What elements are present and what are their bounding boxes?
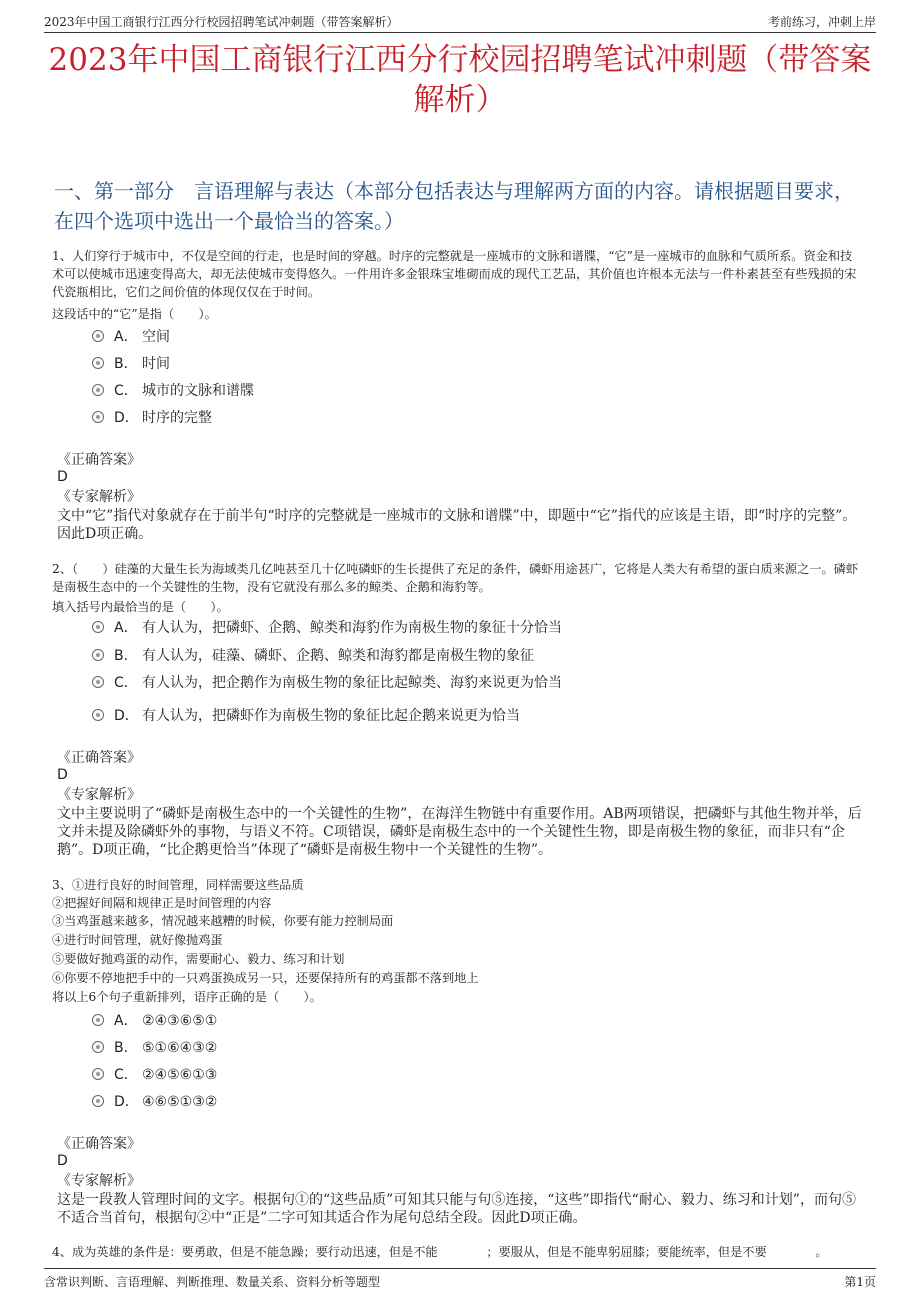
question-3-line-1: 3、①进行良好的时间管理，同样需要这些品质 <box>52 878 304 892</box>
radio-icon[interactable] <box>92 621 104 633</box>
radio-icon[interactable] <box>92 384 104 396</box>
radio-icon[interactable] <box>92 676 104 688</box>
footer-note: 含常识判断、言语理解、判断推理、数量关系、资料分析等题型 <box>44 1275 381 1289</box>
question-2-stem: 2、（ ）硅藻的大量生长为海域类几亿吨甚至几十亿吨磷虾的生长提供了充足的条件，磷虾用途甚广，它将是人类大有希望的蛋白质来源之一。磷虾是南极生态中的一个关键性的生物，没有它就没有那么多的鲸类、企鹅和海豹等。 <box>52 562 859 594</box>
header-doc-title: 2023年中国工商银行江西分行校园招聘笔试冲刺题（带答案解析） <box>44 15 399 29</box>
question-2-prompt: 填入括号内最恰当的是（ ）。 <box>52 600 229 614</box>
question-3-option-b[interactable]: B． ⑤①⑥④③② <box>92 1039 217 1057</box>
question-2-analysis: 文中主要说明了“磷虾是南极生态中的一个关键性的生物”，在海洋生物链中有重要作用。AB两项错误，把磷虾与其他生物并举，后文并未提及除磷虾外的事物，与语义不符。C项错误，磷虾是南极生态中的一个关键性生物，即是南极生物的象征，而非只有“企鹅”。D项正确，“比企鹅更恰当”体现了“磷虾是南极生物中一个关键性的生物”。 <box>57 806 862 858</box>
page-header <box>44 10 876 33</box>
radio-icon[interactable] <box>92 357 104 369</box>
question-2-analysis-label: 《专家解析》 <box>57 787 141 803</box>
radio-icon[interactable] <box>92 1068 104 1080</box>
question-3-option-a[interactable]: A． ②④③⑥⑤① <box>92 1012 217 1030</box>
question-3-line-4: ④进行时间管理，就好像抛鸡蛋 <box>52 933 223 947</box>
page-number: 第1页 <box>844 1275 876 1289</box>
radio-icon[interactable] <box>92 330 104 342</box>
radio-icon[interactable] <box>92 709 104 721</box>
question-1-analysis: 文中“它”指代对象就存在于前半句“时序的完整就是一座城市的文脉和谱牒”中，即题中“它”指代的应该是主语，即“时序的完整”。因此D项正确。 <box>57 508 857 542</box>
question-3-answer: D <box>57 1153 68 1169</box>
question-1-option-b[interactable]: B． 时间 <box>92 355 170 373</box>
question-1-answer: D <box>57 469 68 485</box>
radio-icon[interactable] <box>92 1041 104 1053</box>
question-1-option-d[interactable]: D． 时序的完整 <box>92 409 212 427</box>
question-2-answer-label: 《正确答案》 <box>57 750 141 766</box>
question-3-line-3: ③当鸡蛋越来越多，情况越来越糟的时候，你要有能力控制局面 <box>52 914 394 928</box>
question-1-answer-label: 《正确答案》 <box>57 452 141 468</box>
question-4-stem: 4、成为英雄的条件是：要勇敢，但是不能急躁；要行动迅速，但是不能 ；要服从，但是不能卑躬屈膝；要能统率，但是不要 。 <box>52 1245 828 1259</box>
section-heading: 一、第一部分 言语理解与表达（本部分包括表达与理解两方面的内容。请根据题目要求，在四个选项中选出一个最恰当的答案。） <box>54 179 854 233</box>
question-3-prompt: 将以上6个句子重新排列，语序正确的是（ ）。 <box>52 990 322 1004</box>
question-1-analysis-label: 《专家解析》 <box>57 489 141 505</box>
question-3-line-6: ⑥你要不停地把手中的一只鸡蛋换成另一只，还要保持所有的鸡蛋都不落到地上 <box>52 971 479 985</box>
question-3-analysis: 这是一段教人管理时间的文字。根据句①的“这些品质”可知其只能与句⑤连接，“这些”即指代“耐心、毅力、练习和计划”，而句⑤不适合当首句，根据句②中“正是”二字可知其适合作为尾句总结全段。因此D项正确。 <box>57 1192 856 1226</box>
question-3-option-c[interactable]: C． ②④⑤⑥①③ <box>92 1066 217 1084</box>
question-2-option-b[interactable]: B． 有人认为，硅藻、磷虾、企鹅、鲸类和海豹都是南极生物的象征 <box>92 647 534 665</box>
question-3-line-2: ②把握好间隔和规律正是时间管理的内容 <box>52 896 272 910</box>
radio-icon[interactable] <box>92 411 104 423</box>
question-2-option-c[interactable]: C． 有人认为，把企鹅作为南极生物的象征比起鲸类、海豹来说更为恰当 <box>92 674 562 692</box>
question-2-option-a[interactable]: A． 有人认为，把磷虾、企鹅、鲸类和海豹作为南极生物的象征十分恰当 <box>92 619 562 637</box>
question-3-line-5: ⑤要做好抛鸡蛋的动作，需要耐心、毅力、练习和计划 <box>52 952 345 966</box>
header-slogan: 考前练习，冲刺上岸 <box>767 15 876 29</box>
question-2-answer: D <box>57 767 68 783</box>
page-title: 2023年中国工商银行江西分行校园招聘笔试冲刺题（带答案解析） <box>48 42 872 118</box>
radio-icon[interactable] <box>92 1014 104 1026</box>
question-1-stem: 1、人们穿行于城市中，不仅是空间的行走，也是时间的穿越。时序的完整就是一座城市的文脉和谱牒，“它”是一座城市的血脉和气质所系。资金和技术可以使城市迅速变得高大，却无法使城市变得悠久。一件用许多金银珠宝堆砌而成的现代工艺品，其价值也许根本无法与一件朴素甚至有些残损的宋代瓷瓶相比，它们之间价值的体现仅仅在于时间。 <box>52 249 857 299</box>
page-footer <box>44 1268 876 1291</box>
question-3-option-d[interactable]: D． ④⑥⑤①③② <box>92 1093 217 1111</box>
radio-icon[interactable] <box>92 1095 104 1107</box>
question-3-analysis-label: 《专家解析》 <box>57 1173 141 1189</box>
question-1-option-a[interactable]: A． 空间 <box>92 328 170 346</box>
question-3-answer-label: 《正确答案》 <box>57 1136 141 1152</box>
question-2-option-d[interactable]: D． 有人认为，把磷虾作为南极生物的象征比起企鹅来说更为恰当 <box>92 707 520 725</box>
question-1-option-c[interactable]: C． 城市的文脉和谱牒 <box>92 382 254 400</box>
radio-icon[interactable] <box>92 649 104 661</box>
question-1-prompt: 这段话中的“它”是指（ ）。 <box>52 307 217 321</box>
